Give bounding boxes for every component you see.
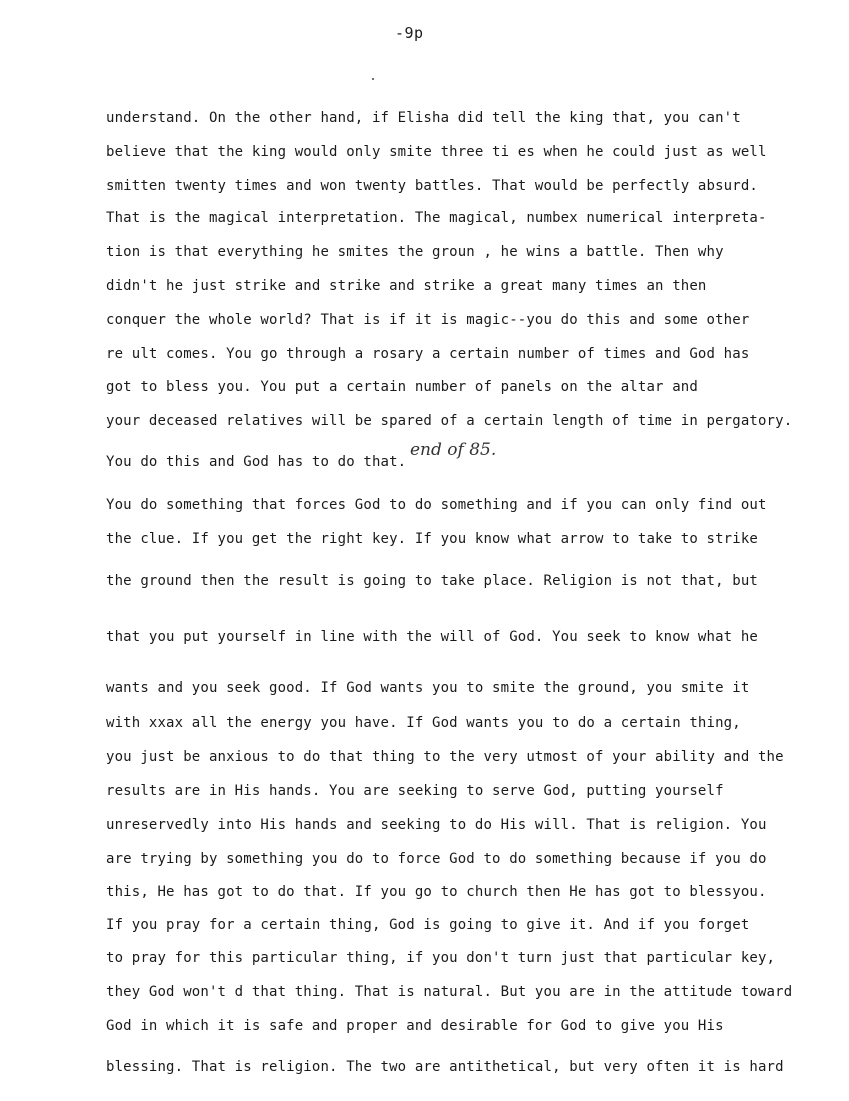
text-line: blessing. That is religion. The two are antithetical, but very often it is hard [106, 1059, 784, 1075]
text-line: unreservedly into His hands and seeking to do His will. That is religion. You [106, 817, 767, 833]
text-line: That is the magical interpretation. The magical, numbex numerical interpreta- [106, 210, 767, 226]
text-line: to pray for this particular thing, if you don't turn just that particular key, [106, 950, 776, 966]
text-line: God in which it is safe and proper and desirable for God to give you His [106, 1018, 724, 1034]
text-line: you just be anxious to do that thing to the very utmost of your ability and the [106, 749, 784, 765]
text-line: got to bless you. You put a certain number of panels on the altar and [106, 379, 698, 395]
text-line: tion is that everything he smites the groun , he wins a battle. Then why [106, 244, 724, 260]
text-line: the clue. If you get the right key. If you know what arrow to take to strike [106, 531, 758, 547]
page-number: -9p [395, 24, 424, 42]
text-line: believe that the king would only smite three ti es when he could just as well [106, 144, 767, 160]
text-line: they God won't d that thing. That is natural. But you are in the attitude toward [106, 984, 793, 1000]
text-line: the ground then the result is going to take place. Religion is not that, but [106, 573, 758, 589]
text-line: results are in His hands. You are seeking to serve God, putting yourself [106, 783, 724, 799]
stray-mark [372, 78, 374, 80]
text-line: re ult comes. You go through a rosary a certain number of times and God has [106, 346, 750, 362]
text-line: this, He has got to do that. If you go to church then He has got to blessyou. [106, 884, 767, 900]
text-line: You do something that forces God to do something and if you can only find out [106, 497, 767, 513]
text-line: that you put yourself in line with the will of God. You seek to know what he [106, 629, 758, 645]
text-line: wants and you seek good. If God wants you to smite the ground, you smite it [106, 680, 750, 696]
text-line: are trying by something you do to force God to do something because if you do [106, 851, 767, 867]
text-line: You do this and God has to do that. [106, 454, 407, 470]
text-line: conquer the whole world? That is if it is magic--you do this and some other [106, 312, 750, 328]
text-line: with xxax all the energy you have. If God wants you to do a certain thing, [106, 715, 741, 731]
text-line: didn't he just strike and strike and strike a great many times an then [106, 278, 707, 294]
text-line: your deceased relatives will be spared of a certain length of time in pergatory. [106, 413, 793, 429]
text-line: If you pray for a certain thing, God is going to give it. And if you forget [106, 917, 750, 933]
margin-note: end of 85. [410, 440, 497, 460]
text-line: understand. On the other hand, if Elisha did tell the king that, you can't [106, 110, 741, 126]
text-line: smitten twenty times and won twenty battles. That would be perfectly absurd. [106, 178, 758, 194]
